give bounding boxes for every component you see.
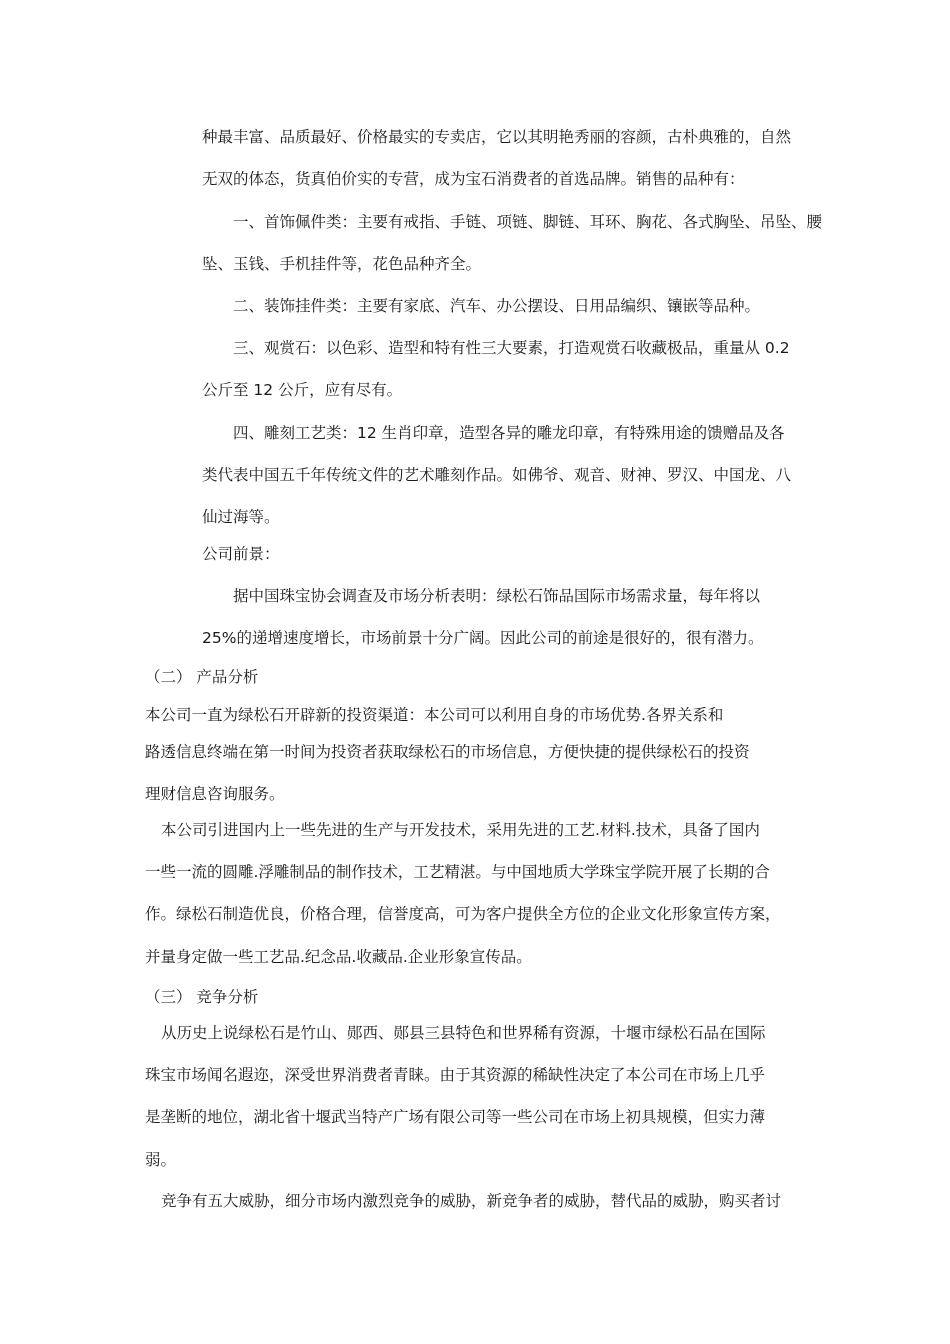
list-item-line: 坠、玉钱、手机挂件等，花色品种齐全。 <box>202 255 482 273</box>
list-item-line: 类代表中国五千年传统文件的艺术雕刻作品。如佛爷、观音、财神、罗汉、中国龙、八 <box>202 466 792 484</box>
section-heading: （二） 产品分析 <box>145 668 259 686</box>
paragraph-line: 作。绿松石制造优良，价格合理，信誉度高，可为客户提供全方位的企业文化形象宣传方案， <box>145 905 781 923</box>
paragraph-line: 无双的体态，货真伯价实的专营，成为宝石消费者的首选品牌。销售的品种有： <box>202 170 745 188</box>
paragraph-line: 路透信息终端在第一时间为投资者获取绿松石的市场信息，方便快捷的提供绿松石的投资 <box>145 743 750 761</box>
list-item-line: 三、观赏石：以色彩、造型和特有性三大要素，打造观赏石收藏极品，重量从 0.2 <box>233 339 790 357</box>
paragraph-line: 种最丰富、品质最好、价格最实的专卖店，它以其明艳秀丽的容颜，古朴典雅的，自然 <box>202 128 792 146</box>
list-item-line: 二、装饰挂件类：主要有家底、汽车、办公摆设、日用品编织、镶嵌等品种。 <box>233 297 761 315</box>
paragraph-line: 理财信息咨询服务。 <box>145 785 285 803</box>
section-heading: （三） 竞争分析 <box>145 988 259 1006</box>
paragraph-line: 珠宝市场闻名遐迩，深受世界消费者青睐。由于其资源的稀缺性决定了本公司在市场上几乎 <box>145 1066 766 1084</box>
section-heading: 公司前景： <box>202 545 280 563</box>
paragraph-line: 据中国珠宝协会调查及市场分析表明：绿松石饰品国际市场需求量，每年将以 <box>233 587 761 605</box>
paragraph-line: 本公司一直为绿松石开辟新的投资渠道：本公司可以利用自身的市场优势.各界关系和 <box>145 706 724 724</box>
paragraph-line: 并量身定做一些工艺品.纪念品.收藏品.企业形象宣传品。 <box>145 948 532 966</box>
paragraph-line: 本公司引进国内上一些先进的生产与开发技术，采用先进的工艺.材料.技术，具备了国内 <box>161 821 760 839</box>
paragraph-line: 是垄断的地位，湖北省十堰武当特产广场有限公司等一些公司在市场上初具规模，但实力薄 <box>145 1108 766 1126</box>
list-item-line: 公斤至 12 公斤，应有尽有。 <box>202 381 403 399</box>
paragraph-line: 25%的递增速度增长，市场前景十分广阔。因此公司的前途是很好的，很有潜力。 <box>202 629 764 647</box>
paragraph-line: 从历史上说绿松石是竹山、郧西、郧县三县特色和世界稀有资源，十堰市绿松石品在国际 <box>161 1024 766 1042</box>
list-item-line: 仙过海等。 <box>202 508 280 526</box>
list-item-line: 一、首饰佩件类：主要有戒指、手链、项链、脚链、耳环、胸花、各式胸坠、吊坠、腰 <box>233 213 823 231</box>
list-item-line: 四、雕刻工艺类：12 生肖印章，造型各异的雕龙印章，有特殊用途的馈赠品及各 <box>233 424 785 442</box>
paragraph-line: 竞争有五大威胁，细分市场内激烈竞争的威胁，新竞争者的威胁，替代品的威胁，购买者讨 <box>161 1192 782 1210</box>
paragraph-line: 弱。 <box>145 1151 177 1169</box>
paragraph-line: 一些一流的圆雕.浮雕制品的制作技术，工艺精湛。与中国地质大学珠宝学院开展了长期的合 <box>145 863 770 881</box>
